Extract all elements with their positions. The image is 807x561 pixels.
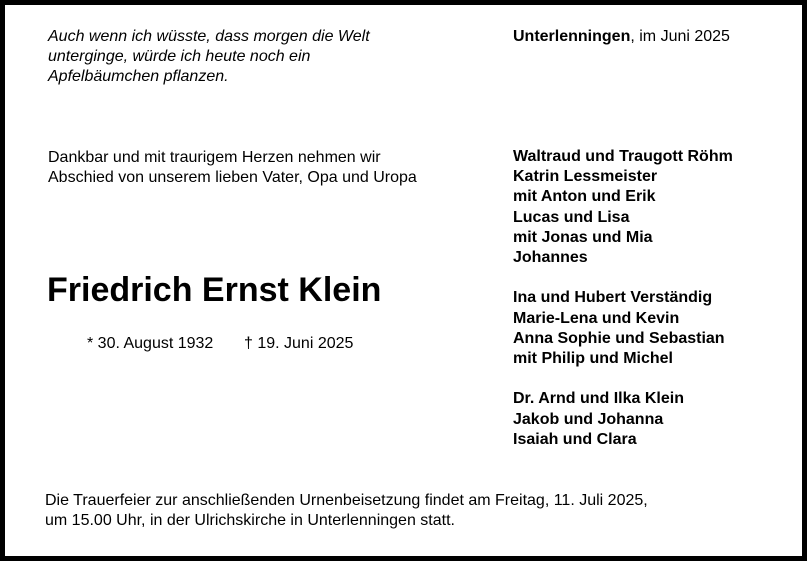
mourner-line: Waltraud und Traugott Röhm (513, 148, 733, 165)
quote-line: unterginge, würde ich heute noch ein (48, 48, 311, 65)
mourner-line: Johannes (513, 249, 588, 267)
mourner-line: Marie-Lena und Kevin (513, 309, 680, 327)
mourner-line: Anna Sophie und Sebastian (513, 329, 725, 347)
mourner-line: Isaiah und Clara (513, 430, 637, 448)
mourner-line: mit Anton und Erik (513, 188, 656, 206)
place-and-date (513, 27, 730, 47)
place-name: Unterlenningen (513, 28, 631, 45)
date-text: , im Juni 2025 (630, 28, 730, 45)
mourner-line: Lucas und Lisa (513, 208, 630, 226)
intro-line: Abschied von unserem lieben Vater, Opa und Uropa (48, 169, 417, 186)
intro-line: Dankbar und mit traurigem Herzen nehmen wir (48, 149, 381, 166)
birth-date: * 30. August 1932 (87, 335, 214, 352)
funeral-service-notice (45, 491, 648, 531)
service-line: um 15.00 Uhr, in der Ulrichskirche in Unterlenningen statt. (45, 512, 455, 529)
mourner-line: Dr. Arnd und Ilka Klein (513, 390, 684, 408)
intro-text (48, 148, 417, 188)
mourner-line: Ina und Hubert Verständig (513, 289, 713, 307)
mourner-group (513, 288, 733, 369)
mourner-line: mit Philip und Michel (513, 350, 673, 368)
epigraph-quote (48, 27, 468, 87)
quote-line: Apfelbäumchen pflanzen. (48, 68, 229, 85)
mourner-line: mit Jonas und Mia (513, 228, 653, 246)
mourner-group (513, 389, 733, 450)
mourners-list (513, 147, 733, 450)
quote-line: Auch wenn ich wüsste, dass morgen die Welt (48, 28, 370, 45)
death-date: † 19. Juni 2025 (244, 335, 354, 352)
mourner-line: Katrin Lessmeister (513, 168, 658, 186)
service-line: Die Trauerfeier zur anschließenden Urnenbeisetzung findet am Freitag, 11. Juli 2025, (45, 492, 648, 509)
deceased-name: Friedrich Ernst Klein (47, 271, 382, 309)
mourner-line: Jakob und Johanna (513, 410, 664, 428)
mourner-group (513, 147, 733, 268)
